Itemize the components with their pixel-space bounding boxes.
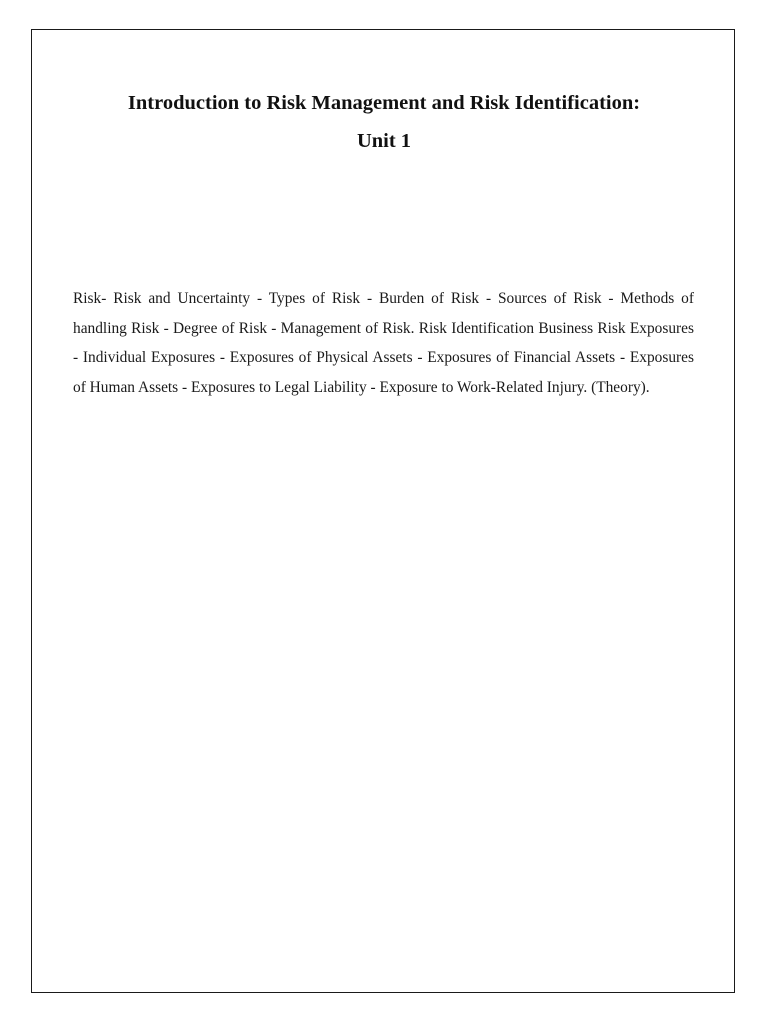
title-line-2: Unit 1 — [356, 130, 412, 152]
syllabus-paragraph: Risk- Risk and Uncertainty - Types of Risk - Burden of Risk - Sources of Risk - Methods of handling Risk - Degree of Risk - Management of Risk. Risk Identification Business Risk Exposures - Individual Exposures - Exposures of Physical Assets - Exposures of Financial Assets - Exposures of Human Assets - Exposures to Legal Liability - Exposure to Work-Related Injury. (Theory). — [73, 290, 694, 396]
page-border — [31, 29, 735, 993]
title-line-1: Introduction to Risk Management and Risk Identification: — [127, 92, 641, 114]
page-title — [0, 84, 768, 160]
